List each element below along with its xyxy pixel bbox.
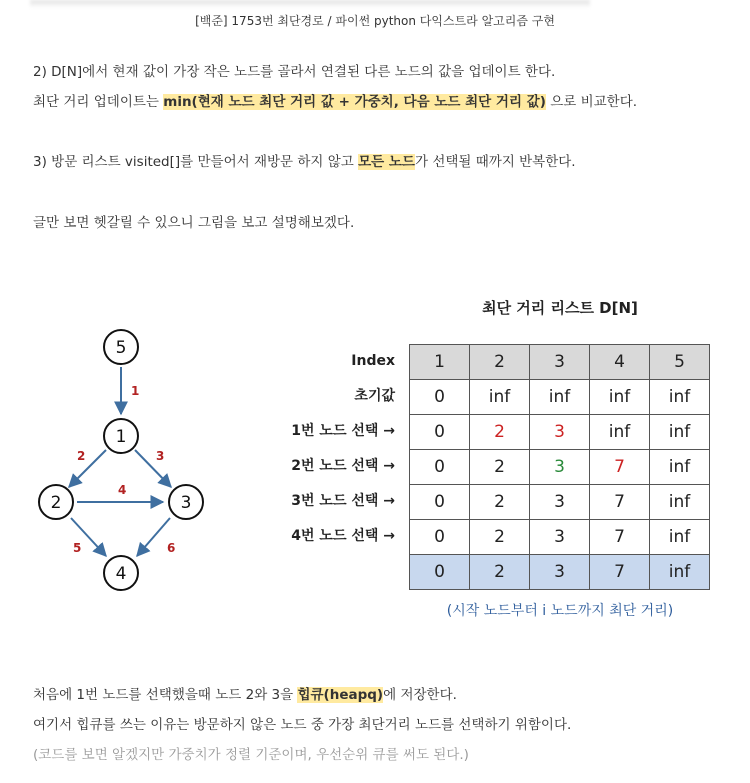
graph-node-4-label: 4 — [115, 564, 127, 584]
table-row — [410, 380, 710, 415]
table-cell-updated: 3 — [530, 415, 590, 450]
table-cell: 0 — [410, 520, 470, 555]
table-cell: inf — [650, 380, 710, 415]
paragraph-note: (코드를 보면 알겠지만 가중치가 정렬 기준이며, 우선순위 큐를 써도 된다.) — [33, 747, 469, 763]
row-label-initial: 초기값 — [354, 388, 395, 404]
step-3-text: 3) 방문 리스트 visited[]를 만들어서 재방문 하지 않고 — [33, 154, 359, 170]
row-label-select-3: 3번 노드 선택 → — [291, 493, 395, 509]
table-cell: 7 — [590, 485, 650, 520]
table-header-row — [410, 345, 710, 380]
table-cell: 2 — [470, 485, 530, 520]
edge-3-4 — [137, 518, 170, 556]
table-header-cell: 2 — [470, 345, 530, 380]
table-header-cell: 3 — [530, 345, 590, 380]
heapq-text: 처음에 1번 노드를 선택했을때 노드 2와 3을 — [33, 687, 298, 703]
all-nodes-highlight: 모든 노드 — [358, 154, 415, 170]
graph-node-2-label: 2 — [50, 493, 62, 513]
table-cell: 2 — [470, 450, 530, 485]
row-label-select-2: 2번 노드 선택 → — [291, 458, 395, 474]
table-cell-updated: 7 — [590, 450, 650, 485]
table-cell: 7 — [590, 555, 650, 590]
table-cell: 0 — [410, 485, 470, 520]
graph-node-5-label: 5 — [115, 338, 127, 358]
edge-1-2 — [69, 450, 106, 487]
edge-1-2-weight: 2 — [77, 449, 86, 463]
row-label-select-4: 4번 노드 선택 → — [291, 528, 395, 544]
graph-node-5 — [104, 330, 138, 364]
distance-table — [409, 344, 710, 590]
table-cell: inf — [650, 520, 710, 555]
edge-5-1-weight: 1 — [131, 384, 140, 398]
table-cell: inf — [650, 485, 710, 520]
table-header-cell: 1 — [410, 345, 470, 380]
paragraph-step-2: 2) D[N]에서 현재 값이 가장 작은 노드를 골라서 연결된 다른 노드의 값을 업데이트 한다. — [33, 64, 556, 80]
table-row — [410, 485, 710, 520]
table-cell-kept: 3 — [530, 450, 590, 485]
table-cell: inf — [470, 380, 530, 415]
graph-node-3-label: 3 — [180, 493, 192, 513]
table-row — [410, 520, 710, 555]
table-cell: inf — [530, 380, 590, 415]
table-cell: inf — [590, 380, 650, 415]
paragraph-heapq-reason: 여기서 힙큐를 쓰는 이유는 방문하지 않은 노드 중 가장 최단거리 노드를 선택하기 위함이다. — [33, 717, 572, 733]
edge-2-4-weight: 5 — [73, 541, 82, 555]
page-title: [백준] 1753번 최단경로 / 파이썬 python 다익스트라 알고리즘 구현 — [195, 14, 555, 28]
table-cell: 3 — [530, 520, 590, 555]
graph-node-4 — [104, 556, 138, 590]
table-caption: (시작 노드부터 i 노드까지 최단 거리) — [446, 603, 674, 619]
edge-2-3-weight: 4 — [118, 483, 127, 497]
table-cell: 2 — [470, 555, 530, 590]
table-cell: 3 — [530, 555, 590, 590]
table-cell: 0 — [410, 415, 470, 450]
table-cell: inf — [650, 450, 710, 485]
edge-3-4-weight: 6 — [167, 541, 176, 555]
table-cell: 0 — [410, 450, 470, 485]
update-rule-formula-highlight: min(현재 노드 최단 거리 값 + 가중치, 다음 노드 최단 거리 값) — [163, 94, 546, 110]
row-label-select-1: 1번 노드 선택 → — [291, 423, 395, 439]
edge-1-3-weight: 3 — [156, 449, 165, 463]
paragraph-heapq — [33, 683, 457, 703]
table-header-cell: 5 — [650, 345, 710, 380]
table-header-cell: 4 — [590, 345, 650, 380]
graph-node-3 — [169, 485, 203, 519]
table-row-final — [410, 555, 710, 590]
table-cell: inf — [650, 555, 710, 590]
table-cell: inf — [650, 415, 710, 450]
distance-table-title: 최단 거리 리스트 D[N] — [482, 299, 638, 317]
graph-node-2 — [39, 485, 73, 519]
table-cell: inf — [590, 415, 650, 450]
graph-node-1 — [104, 419, 138, 453]
table-row — [410, 415, 710, 450]
heapq-highlight: 힙큐(heapq) — [297, 687, 384, 703]
table-cell: 3 — [530, 485, 590, 520]
row-label-index: Index — [351, 353, 395, 369]
table-cell: 7 — [590, 520, 650, 555]
table-cell: 0 — [410, 380, 470, 415]
graph-node-1-label: 1 — [115, 427, 127, 447]
table-row — [410, 450, 710, 485]
heapq-suffix: 에 저장한다. — [383, 687, 457, 703]
edge-1-3 — [135, 450, 171, 487]
update-rule-text: 최단 거리 업데이트는 — [33, 94, 164, 110]
update-rule-suffix: 으로 비교한다. — [545, 94, 638, 110]
table-cell: 2 — [470, 520, 530, 555]
table-cell: 0 — [410, 555, 470, 590]
paragraph-intro-figure: 글만 보면 헷갈릴 수 있으니 그림을 보고 설명해보겠다. — [33, 215, 355, 231]
table-cell-updated: 2 — [470, 415, 530, 450]
step-3-suffix: 가 선택될 때까지 반복한다. — [414, 154, 576, 170]
